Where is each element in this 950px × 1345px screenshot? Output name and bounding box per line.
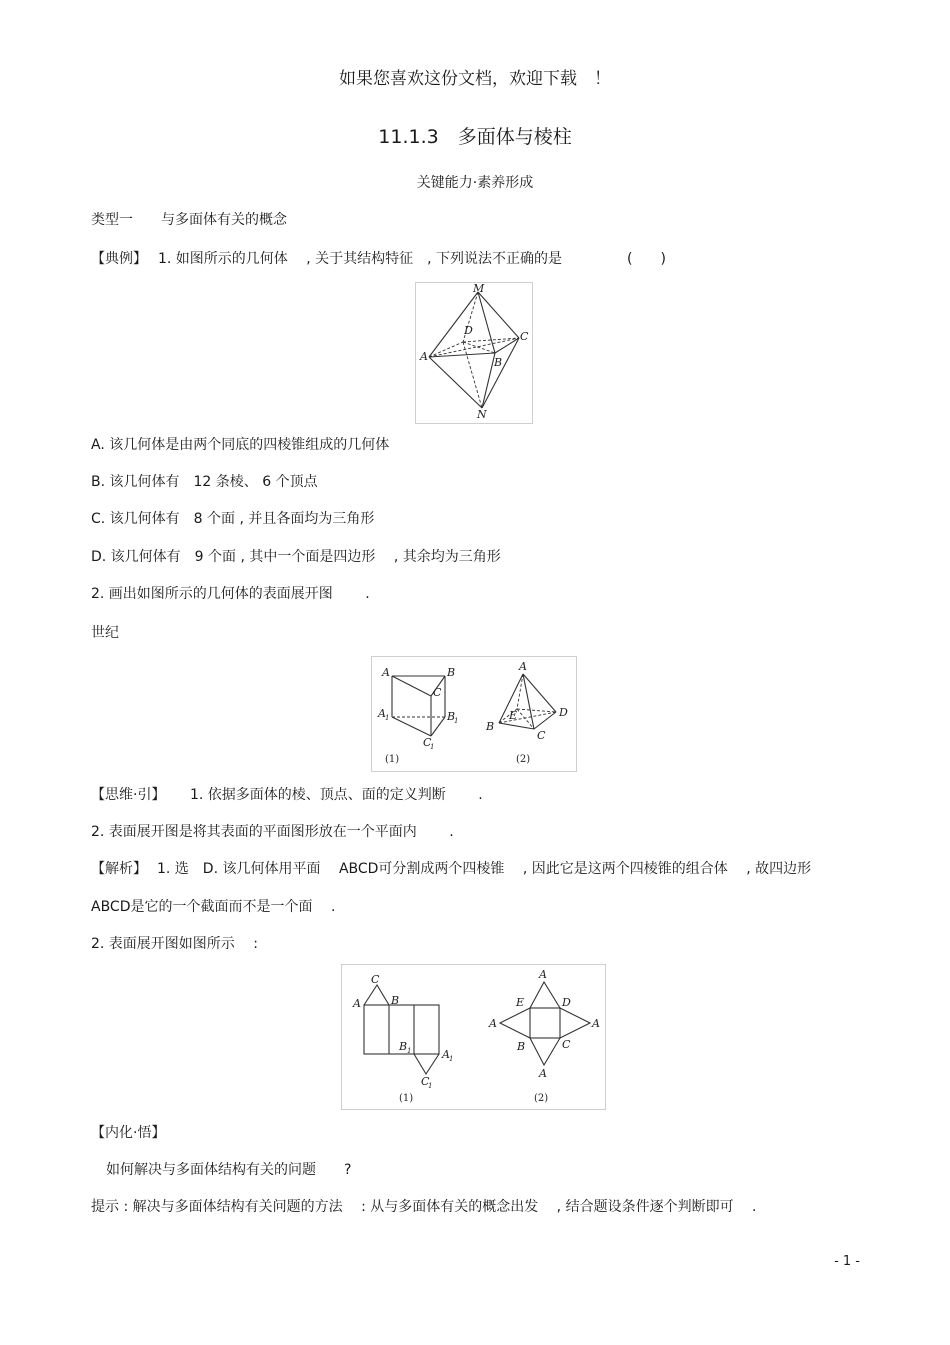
prism-label-a: A <box>382 666 390 679</box>
solution-tag: 【解析】 <box>91 861 147 877</box>
option-a: A. 该几何体是由两个同底的四棱锥组成的几何体 <box>91 437 390 453</box>
page-header: 如果您喜欢这份文档，欢迎下载 ！ <box>339 69 611 89</box>
net1-label-b: B <box>391 994 400 1007</box>
prism-label-c1: C <box>423 736 432 749</box>
question-1: 1. 如图所示的几何体 , 关于其结构特征 , 下列说法不正确的是 <box>158 251 563 267</box>
vertex-label-b: B <box>494 356 503 369</box>
pyramid-label-d: D <box>559 706 568 719</box>
reflection-hint: 提示 : 解决与多面体结构有关问题的方法 : 从与多面体有关的概念出发 , 结合题设条件逐个判断即可 . <box>91 1199 757 1215</box>
net2-label-left-a: A <box>489 1017 497 1030</box>
figure-prism-pyramid <box>371 656 577 772</box>
prism-label-b1: B <box>447 710 456 723</box>
net1-label-a: A <box>353 997 361 1010</box>
answer-blank: ( ) <box>627 251 666 267</box>
figure-surface-nets <box>341 964 606 1110</box>
vertex-label-a: A <box>420 350 428 363</box>
vertex-label-n: N <box>477 408 487 421</box>
reflection-question: 如何解决与多面体结构有关的问题 ? <box>106 1162 352 1178</box>
question-2: 2. 画出如图所示的几何体的表面展开图 . <box>91 586 370 602</box>
side-note: 世纪 <box>91 625 119 641</box>
solution-line-3: 2. 表面展开图如图所示 : <box>91 936 258 952</box>
caption-net-1: (1) <box>399 1093 414 1104</box>
pyramid-label-c: C <box>537 729 546 742</box>
page-number: - 1 - <box>834 1254 860 1269</box>
thinking-line-1: 1. 依据多面体的棱、顶点、面的定义判断 . <box>190 787 483 803</box>
net1-sub-b1: 1 <box>407 1047 412 1055</box>
option-b: B. 该几何体有 12 条棱、 6 个顶点 <box>91 474 318 490</box>
vertex-label-c: C <box>520 330 529 343</box>
option-d: D. 该几何体有 9 个面 , 其中一个面是四边形 , 其余均为三角形 <box>91 549 501 565</box>
net2-label-b: B <box>517 1040 526 1053</box>
net2-label-e: E <box>516 996 525 1009</box>
net1-sub-c1: 1 <box>428 1082 433 1090</box>
net2-label-top-a: A <box>539 968 547 981</box>
vertex-label-d: D <box>464 324 473 337</box>
prism-sub-a1: 1 <box>385 714 390 722</box>
net2-label-bottom-a: A <box>539 1067 547 1080</box>
pyramid-label-apex: A <box>519 660 527 673</box>
net1-label-b1: B <box>399 1040 408 1053</box>
vertex-label-m: M <box>473 282 485 295</box>
solution-line-2: ABCD是它的一个截面而不是一个面 . <box>91 899 336 915</box>
pyramid-label-b: B <box>486 720 495 733</box>
thinking-line-2: 2. 表面展开图是将其表面的平面图形放在一个平面内 . <box>91 824 454 840</box>
prism-sub-b1: 1 <box>454 717 459 725</box>
page-title: 11.1.3 多面体与棱柱 <box>378 126 572 148</box>
pyramid-label-e: E <box>509 709 518 722</box>
example-tag: 【典例】 <box>91 251 147 267</box>
thinking-tag: 【思维·引】 <box>91 787 166 803</box>
caption-net-2: (2) <box>534 1093 549 1104</box>
figure-bipyramid <box>415 282 533 424</box>
page-subtitle: 关键能力·素养形成 <box>416 175 534 191</box>
net2-label-right-a: A <box>592 1017 600 1030</box>
net1-label-c: C <box>371 973 380 986</box>
prism-label-b: B <box>447 666 456 679</box>
caption-1: (1) <box>385 754 400 765</box>
net1-sub-a1: 1 <box>449 1055 454 1063</box>
net1-label-c1: C <box>421 1075 430 1088</box>
solution-line-1: 1. 选 D. 该几何体用平面 ABCD可分割成两个四棱锥 , 因此它是这两个四棱锥的组合体 , 故四边形 <box>157 861 812 877</box>
net2-label-d: D <box>562 996 571 1009</box>
prism-label-a1: A <box>378 707 386 720</box>
option-c: C. 该几何体有 8 个面 , 并且各面均为三角形 <box>91 511 375 527</box>
caption-2: (2) <box>516 754 531 765</box>
section-heading: 类型一 与多面体有关的概念 <box>91 212 287 228</box>
net1-label-a1: A <box>442 1048 450 1061</box>
net2-label-c: C <box>562 1038 571 1051</box>
reflection-tag: 【内化·悟】 <box>91 1125 166 1141</box>
prism-label-c: C <box>433 686 442 699</box>
prism-sub-c1: 1 <box>430 743 435 751</box>
